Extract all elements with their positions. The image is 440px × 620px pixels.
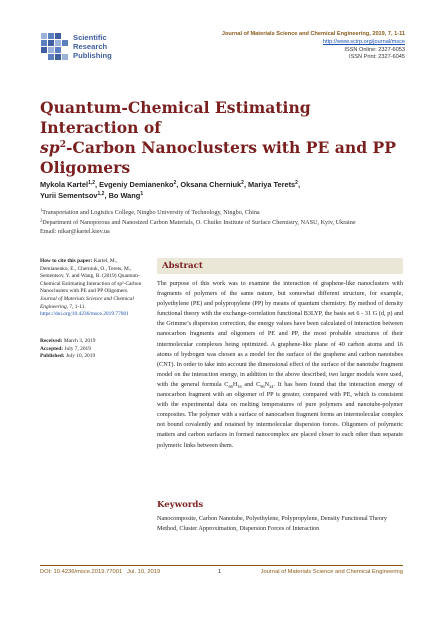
affiliation-2 [40,218,410,228]
title-sp: sp [40,138,60,157]
paper-title [40,98,400,178]
journal-url-link[interactable]: http://www.scirp.org/journal/msce [322,38,405,45]
affil-sup: 2 [40,217,43,222]
title-sup: 2 [59,140,66,150]
contact-email: Email: nikar@kartel.kiev.ua [40,228,110,235]
affil-sup: 1 [40,207,43,213]
footer-date: Jul. 10, 2019 [127,569,161,575]
journal-info [222,31,405,62]
author-name: Oksana Cherniuk [180,180,242,189]
author-affil-sup: 1 [140,190,144,197]
abstract-part: The purpose of this work was to examine the interaction of graphene-like nanoclusters with fragments of polymers of the same nature, but somewhat different structure, for example, polyethylene (PE) and polypropylene (PP) by means of quantum chemistry. By method of density functional theory with the exchange-correlation functional B3LYP, the basis set 6 - 31 G (d, p) and the Grimme’s dispersion correction, the energy values have been calculated of interaction between nanocarbon fragments and oligomers of PE and PP, the most probable structures of their intermolecular complexes being optimized. A graphene-like plane of 40 carbon atoms and 16 atoms of hydrogen was chosen as a model for the surface of the graphene and carbon nanotubes (CNT). In order to take into account the dimensional effect of the surface of the nanotube fragment model on the interaction energy, in addition to the above described, two larger models were used, with the general formula C [157,280,403,388]
formula-part: N [264,380,270,388]
accepted-value: July 7, 2019 [64,345,91,352]
journal-citation: Journal of Materials Science and Chemical Engineering, 2019, 7, 1-11 [221,31,405,37]
footer-divider [40,565,403,566]
author-affil-sup: 2 [241,180,244,186]
abstract-part: . It has been found that the interaction energy of nanocarbon fragment with an oligomer of PP is greater, compared with PE, which is consistent with the experimental data on melting temperatures of pure polymers and nanotube-polymer composites. The polymer with a surface of nanocarbon fragment forms an intermolecular complex not bound covalently and retained by intermolecular dispersion forces. Oligomers of polymeric matters and carbon surfaces in formed nanocomplex are placed closer to each other than separate polymeric links between them. [157,380,403,449]
cite-label: How to cite this paper: [40,258,93,264]
how-to-cite [40,258,145,319]
author-name: Mariya Terets [248,180,296,189]
footer-doi-text: DOI: 10.4236/msce.2019.77001 [40,569,123,575]
published-label: Published: [40,353,65,359]
received-date [40,338,145,346]
author-name: Yurii Sementsov [40,190,98,200]
keywords-heading: Keywords [157,500,204,510]
affiliations [40,208,410,237]
received-value: March 3, 2019 [63,338,96,344]
title-line: Oligomers [40,158,131,177]
formula-sub: 66 [228,384,233,390]
cite-journal: Journal of Materials Science and Chemical Engineering, [40,295,134,310]
author-name: Bo Wang [108,190,141,200]
author-name: Evgeniy Demianenko [99,180,174,189]
title-line: Quantum-Chemical Estimating Interaction of [40,98,311,137]
received-label: Received: [40,338,63,344]
formula-sub: 24 [269,384,274,390]
formula-part: H [232,380,238,388]
issn-print: ISSN Print: 2327-6045 [349,54,405,61]
publication-dates [40,338,145,361]
publisher-line: Publishing [73,51,112,60]
accepted-label: Accepted: [40,345,64,352]
author-affil-sup: 2 [295,180,298,186]
author-affil-sup: 1,2 [88,180,96,186]
page-number: 1 [218,569,222,575]
author-name: Mykola Kartel [40,180,89,189]
affiliation-1 [40,208,410,218]
scirp-logo-icon [40,32,70,62]
footer-doi [40,569,160,575]
doi-link[interactable]: https://doi.org/10.4236/msce.2019.77001 [40,311,129,318]
publisher-line: Research [73,42,108,51]
cite-volume: 7, 1-11. [69,303,86,310]
publisher-logo [40,30,140,64]
title-line-rest: -Carbon Nanoclusters with PE and PP [65,138,396,157]
formula-sub: 16 [237,384,242,390]
author-affil-sup: 1,2 [97,190,105,197]
accepted-date [40,346,145,354]
publisher-line: Scientific [73,33,107,42]
title-line [40,138,400,158]
abstract-heading: Abstract [157,258,403,274]
formula-part: and C [241,380,261,388]
formula-sub: 96 [260,384,265,390]
issn-online: ISSN Online: 2327-6053 [344,46,405,53]
keywords-text: Nanocomposite, Carbon Nanotube, Polyethylene, Polypropylene, Density Functional Theory Method, Cluster Approximation, Dispersion Forces of Interaction [157,515,387,533]
cite-text: Kartel, M., Demianenko, E., Cherniuk, O., Terets, M., Sementsov, Y. and Wang, B. (2019) Quantum-Chemical Estimating Interaction of sp²-Carbon Nanoclusters with PE and PP Oligomers. [40,258,142,295]
published-date [40,353,145,361]
affil-text: Transportation and Logistics College, Ningbo University of Technology, Ningbo, China [42,209,260,216]
affil-text: Department of Nanoporous and Nanosized Carbon Materials, O. Chuiko Institute of Surface Chemistry, NASU, Kyiv, Ukraine [42,218,356,226]
footer-journal: Journal of Materials Science and Chemical Engineering [260,569,403,575]
published-value: July 10, 2019 [65,353,96,359]
publisher-name [73,33,112,60]
abstract-text [157,279,403,451]
author-affil-sup: 2 [173,180,177,186]
author-list: Mykola Kartel$^{1,2}$, Evgeniy Demianenko$^2$, Oksana Cherniuk$^2$, Mariya Terets$^2$, Yurii Sementsov$^{1,2}$, Bo Wang$^1$ [40,180,300,200]
